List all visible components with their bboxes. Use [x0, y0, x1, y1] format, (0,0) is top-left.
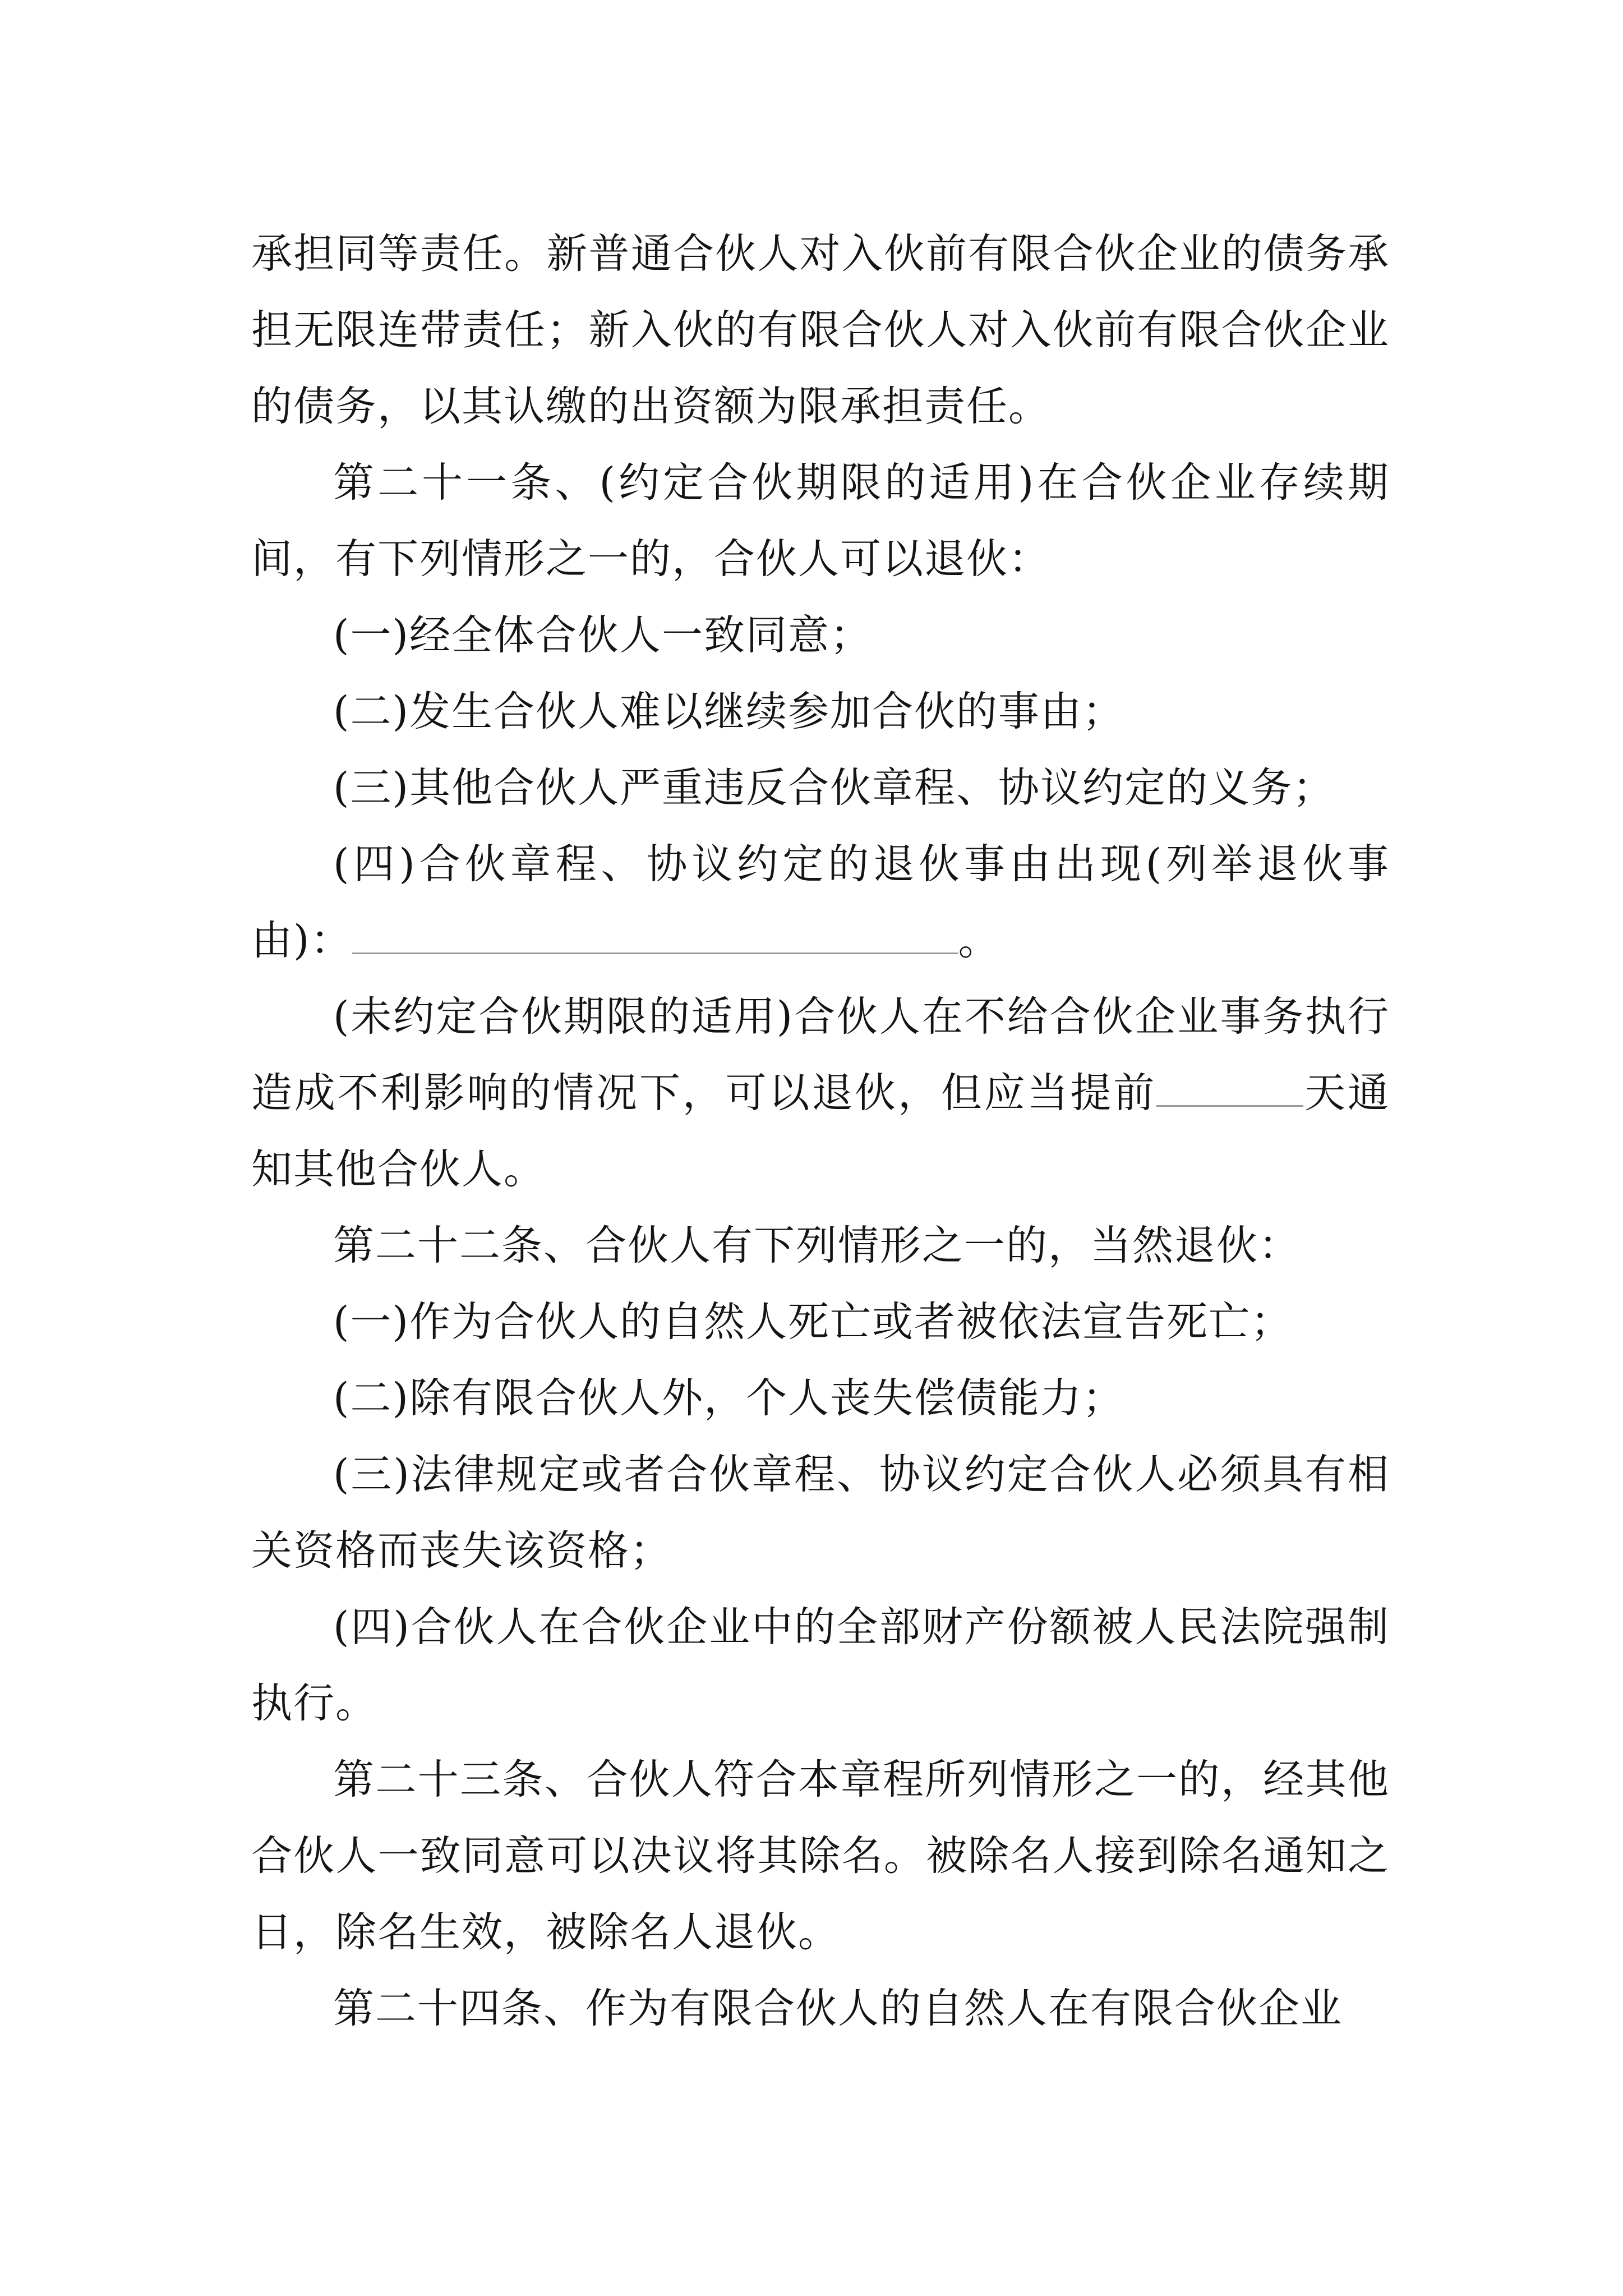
- list-item-article-21-4-text: (四)合伙章程、协议约定的退伙事由出现(列举退伙事由)：: [251, 840, 1390, 964]
- list-item-article-22-4: (四)合伙人在合伙企业中的全部财产份额被人民法院强制执行。: [251, 1603, 1390, 1727]
- list-item-article-21-1: (一)经全体合伙人一致同意；: [333, 611, 872, 659]
- list-item-article-21-3: (三)其他合伙人严重违反合伙章程、协议约定的义务；: [333, 764, 1335, 812]
- list-item-article-22-2: (二)除有限合伙人外，个人丧失偿债能力；: [333, 1374, 1124, 1422]
- paragraph-article-23: 第二十三条、合伙人符合本章程所列情形之一的，经其他合伙人一致同意可以决议将其除名。被除名人接到除名通知之日，除名生效，被除名人退伙。: [251, 1756, 1390, 1956]
- paragraph-liability-continuation: 承担同等责任。新普通合伙人对入伙前有限合伙企业的债务承担无限连带责任；新入伙的有限合伙人对入伙前有限合伙企业的债务，以其认缴的出资额为限承担责任。: [251, 230, 1390, 430]
- list-item-article-21-2: (二)发生合伙人难以继续参加合伙的事由；: [333, 688, 1124, 735]
- list-item-article-21-4: [251, 826, 1390, 979]
- paragraph-no-term-withdrawal-text: (未约定合伙期限的适用)合伙人在不给合伙企业事务执行造成不利影响的情况下，可以退伙，但应当提前: [251, 993, 1390, 1117]
- document-body: [251, 216, 1390, 2047]
- fill-in-blank-notice-days[interactable]: [1156, 1066, 1303, 1107]
- paragraph-article-21: 第二十一条、(约定合伙期限的适用)在合伙企业存续期间，有下列情形之一的，合伙人可以退伙：: [251, 459, 1390, 583]
- paragraph-article-24: 第二十四条、作为有限合伙人的自然人在有限合伙企业: [333, 1985, 1343, 2032]
- paragraph-no-term-withdrawal-end: 天通知其他合伙人。: [251, 1069, 1390, 1193]
- list-item-article-22-1: (一)作为合伙人的自然人死亡或者被依法宣告死亡；: [333, 1298, 1293, 1346]
- list-item-article-21-4-end: 。: [958, 917, 1000, 964]
- paragraph-article-22: 第二十二条、合伙人有下列情形之一的，当然退伙：: [333, 1222, 1301, 1269]
- paragraph-no-term-withdrawal: [251, 979, 1390, 1208]
- list-item-article-22-3: (三)法律规定或者合伙章程、协议约定合伙人必须具有相关资格而丧失该资格；: [251, 1451, 1390, 1575]
- fill-in-blank-withdrawal-reasons[interactable]: [352, 913, 958, 954]
